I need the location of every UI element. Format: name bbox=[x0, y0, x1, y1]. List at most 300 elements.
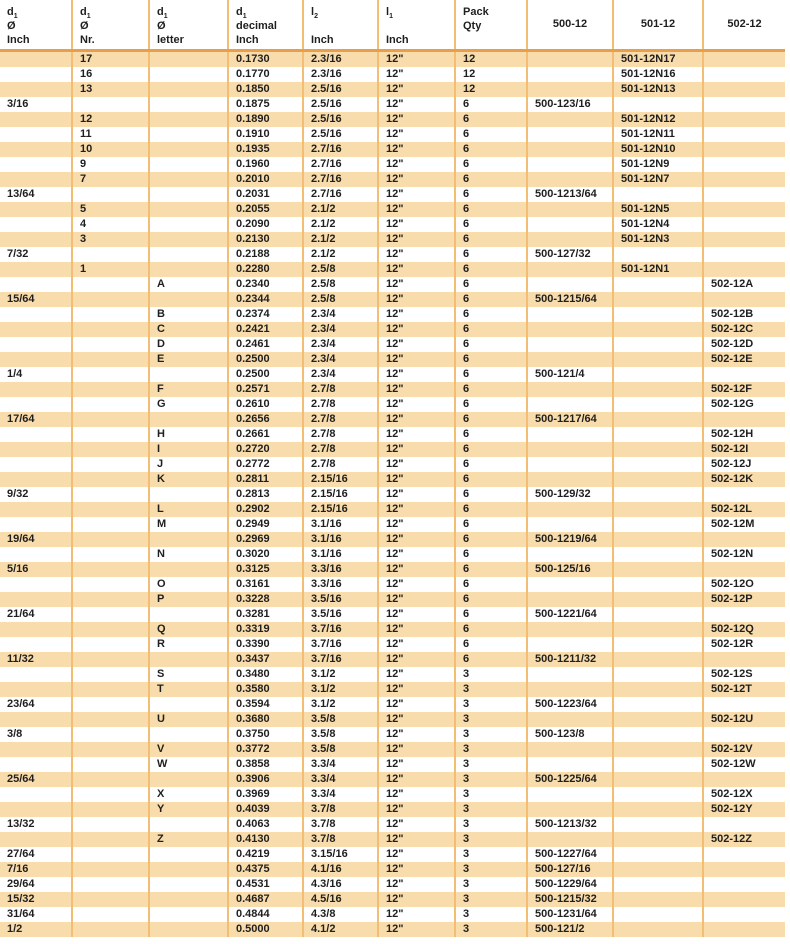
cell-d1-inch bbox=[0, 277, 72, 292]
cell-pack-qty: 3 bbox=[455, 847, 527, 862]
cell-d1-inch: 31/64 bbox=[7, 907, 35, 920]
cell-d1-inch bbox=[0, 127, 72, 142]
cell-l1-inch: 12" bbox=[378, 202, 455, 217]
cell-d1-inch: 15/64 bbox=[7, 292, 35, 305]
cell-pack-qty: 6 bbox=[455, 517, 527, 532]
cell-l2-inch: 3.7/16 bbox=[303, 637, 378, 652]
cell-l2-inch: 3.7/16 bbox=[303, 652, 378, 667]
cell-502-12: 502-12N bbox=[703, 547, 785, 562]
cell-502-12 bbox=[703, 67, 785, 82]
cell-pack-qty: 6 bbox=[455, 307, 527, 322]
cell-l2-inch: 2.5/16 bbox=[303, 97, 378, 112]
cell-501-12: 501-12N11 bbox=[613, 127, 703, 142]
cell-d1-letter: C bbox=[149, 322, 228, 337]
cell-d1-nr: 10 bbox=[72, 142, 149, 157]
cell-pack-qty: 3 bbox=[455, 712, 527, 727]
cell-d1-nr bbox=[72, 247, 149, 262]
cell-502-12 bbox=[703, 412, 785, 427]
cell-d1-nr bbox=[72, 667, 149, 682]
cell-d1-decimal-inch: 0.1960 bbox=[228, 157, 303, 172]
table-row bbox=[0, 202, 785, 217]
table-header bbox=[0, 0, 785, 50]
cell-d1-letter bbox=[149, 112, 228, 127]
cell-d1-decimal-inch: 0.4130 bbox=[228, 832, 303, 847]
cell-pack-qty: 6 bbox=[455, 367, 527, 382]
cell-502-12 bbox=[703, 907, 785, 922]
cell-l1-inch: 12" bbox=[378, 772, 455, 787]
table-row bbox=[0, 232, 785, 247]
cell-l1-inch: 12" bbox=[378, 802, 455, 817]
cell-d1-decimal-inch: 0.2188 bbox=[228, 247, 303, 262]
cell-500-12 bbox=[527, 277, 613, 292]
column-header-l1-inch: $l_1$ Inch bbox=[378, 0, 455, 50]
cell-l2-inch: 3.3/4 bbox=[303, 772, 378, 787]
cell-d1-nr bbox=[72, 847, 149, 862]
cell-502-12 bbox=[703, 532, 785, 547]
cell-502-12: 502-12F bbox=[703, 382, 785, 397]
cell-502-12: 502-12D bbox=[703, 337, 785, 352]
table-row bbox=[0, 517, 785, 532]
cell-l1-inch: 12" bbox=[378, 367, 455, 382]
cell-d1-decimal-inch: 0.2090 bbox=[228, 217, 303, 232]
cell-pack-qty: 6 bbox=[455, 202, 527, 217]
cell-l1-inch: 12" bbox=[378, 397, 455, 412]
cell-d1-nr bbox=[72, 292, 149, 307]
table-row bbox=[0, 67, 785, 82]
cell-d1-decimal-inch: 0.3390 bbox=[228, 637, 303, 652]
cell-pack-qty: 6 bbox=[455, 412, 527, 427]
cell-502-12: 502-12P bbox=[703, 592, 785, 607]
cell-l1-inch: 12" bbox=[378, 142, 455, 157]
table-row bbox=[0, 247, 785, 262]
cell-d1-decimal-inch: 0.3125 bbox=[228, 562, 303, 577]
cell-l1-inch: 12" bbox=[378, 697, 455, 712]
cell-l2-inch: 3.3/16 bbox=[303, 562, 378, 577]
table-row bbox=[0, 907, 785, 922]
cell-l1-inch: 12" bbox=[378, 817, 455, 832]
table-row bbox=[0, 622, 785, 637]
cell-d1-inch bbox=[0, 382, 72, 397]
cell-l2-inch: 2.7/16 bbox=[303, 187, 378, 202]
column-header-pack-qty: Pack Qty bbox=[455, 0, 527, 50]
cell-l2-inch: 3.1/16 bbox=[303, 547, 378, 562]
cell-l2-inch: 2.15/16 bbox=[303, 502, 378, 517]
cell-d1-inch bbox=[0, 172, 72, 187]
cell-d1-decimal-inch: 0.4039 bbox=[228, 802, 303, 817]
cell-l2-inch: 2.7/8 bbox=[303, 382, 378, 397]
cell-d1-inch: 13/64 bbox=[7, 187, 35, 200]
cell-d1-decimal-inch: 0.3858 bbox=[228, 757, 303, 772]
cell-d1-inch bbox=[0, 577, 72, 592]
cell-501-12 bbox=[613, 727, 703, 742]
cell-501-12 bbox=[613, 922, 703, 937]
cell-l1-inch: 12" bbox=[378, 322, 455, 337]
cell-d1-letter bbox=[149, 172, 228, 187]
cell-d1-inch bbox=[0, 667, 72, 682]
cell-d1-nr bbox=[72, 832, 149, 847]
cell-d1-letter bbox=[149, 817, 228, 832]
cell-l1-inch: 12" bbox=[378, 622, 455, 637]
cell-501-12: 501-12N13 bbox=[613, 82, 703, 97]
cell-d1-inch: 5/16 bbox=[7, 562, 29, 575]
cell-d1-inch: 29/64 bbox=[7, 877, 35, 890]
cell-502-12 bbox=[703, 922, 785, 937]
cell-l1-inch: 12" bbox=[378, 487, 455, 502]
cell-l2-inch: 2.7/8 bbox=[303, 412, 378, 427]
cell-d1-letter bbox=[149, 562, 228, 577]
cell-d1-decimal-inch: 0.4219 bbox=[228, 847, 303, 862]
cell-502-12 bbox=[703, 727, 785, 742]
cell-d1-inch bbox=[0, 712, 72, 727]
cell-d1-decimal-inch: 0.2813 bbox=[228, 487, 303, 502]
cell-d1-letter: U bbox=[149, 712, 228, 727]
cell-pack-qty: 3 bbox=[455, 787, 527, 802]
cell-502-12 bbox=[703, 847, 785, 862]
cell-500-12: 500-1211/32 bbox=[527, 652, 613, 667]
cell-l2-inch: 2.5/16 bbox=[303, 127, 378, 142]
cell-d1-nr bbox=[72, 532, 149, 547]
cell-501-12 bbox=[613, 772, 703, 787]
cell-d1-decimal-inch: 0.2969 bbox=[228, 532, 303, 547]
table-row bbox=[0, 157, 785, 172]
cell-502-12: 502-12X bbox=[703, 787, 785, 802]
cell-l2-inch: 2.7/16 bbox=[303, 157, 378, 172]
cell-501-12: 501-12N17 bbox=[613, 50, 703, 67]
cell-501-12 bbox=[613, 367, 703, 382]
cell-pack-qty: 6 bbox=[455, 652, 527, 667]
cell-l1-inch: 12" bbox=[378, 517, 455, 532]
cell-d1-inch bbox=[0, 622, 72, 637]
cell-l1-inch: 12" bbox=[378, 187, 455, 202]
cell-d1-nr bbox=[72, 877, 149, 892]
table-row bbox=[0, 832, 785, 847]
table-row bbox=[0, 112, 785, 127]
cell-500-12 bbox=[527, 577, 613, 592]
cell-l2-inch: 4.1/2 bbox=[303, 922, 378, 937]
cell-501-12 bbox=[613, 757, 703, 772]
cell-d1-inch bbox=[0, 682, 72, 697]
cell-d1-nr: 7 bbox=[72, 172, 149, 187]
cell-d1-inch bbox=[0, 217, 72, 232]
cell-d1-inch: 9/32 bbox=[7, 487, 29, 500]
cell-d1-inch: 19/64 bbox=[7, 532, 35, 545]
column-header-l2-inch: $l_2$ Inch bbox=[303, 0, 378, 50]
cell-502-12: 502-12Z bbox=[703, 832, 785, 847]
cell-d1-nr bbox=[72, 682, 149, 697]
cell-d1-letter: M bbox=[149, 517, 228, 532]
cell-d1-letter bbox=[149, 82, 228, 97]
cell-pack-qty: 6 bbox=[455, 472, 527, 487]
cell-502-12 bbox=[703, 862, 785, 877]
cell-500-12 bbox=[527, 142, 613, 157]
cell-pack-qty: 3 bbox=[455, 682, 527, 697]
cell-l1-inch: 12" bbox=[378, 592, 455, 607]
cell-d1-letter bbox=[149, 907, 228, 922]
cell-502-12: 502-12W bbox=[703, 757, 785, 772]
cell-l2-inch: 2.7/8 bbox=[303, 442, 378, 457]
cell-l1-inch: 12" bbox=[378, 412, 455, 427]
cell-501-12 bbox=[613, 832, 703, 847]
table-row bbox=[0, 427, 785, 442]
cell-d1-letter bbox=[149, 247, 228, 262]
cell-pack-qty: 6 bbox=[455, 142, 527, 157]
cell-d1-decimal-inch: 0.2811 bbox=[228, 472, 303, 487]
cell-d1-letter: B bbox=[149, 307, 228, 322]
table-row bbox=[0, 172, 785, 187]
cell-d1-inch bbox=[0, 832, 72, 847]
cell-l2-inch: 2.5/16 bbox=[303, 82, 378, 97]
cell-d1-nr bbox=[72, 862, 149, 877]
table-row bbox=[0, 787, 785, 802]
cell-d1-nr bbox=[72, 607, 149, 622]
cell-pack-qty: 3 bbox=[455, 772, 527, 787]
cell-d1-nr: 16 bbox=[72, 67, 149, 82]
cell-d1-letter bbox=[149, 97, 228, 112]
cell-l1-inch: 12" bbox=[378, 637, 455, 652]
cell-502-12 bbox=[703, 97, 785, 112]
cell-pack-qty: 3 bbox=[455, 892, 527, 907]
cell-d1-inch bbox=[0, 787, 72, 802]
cell-pack-qty: 6 bbox=[455, 157, 527, 172]
cell-d1-letter: F bbox=[149, 382, 228, 397]
cell-d1-nr bbox=[72, 817, 149, 832]
cell-501-12 bbox=[613, 187, 703, 202]
cell-d1-letter: V bbox=[149, 742, 228, 757]
cell-d1-letter: E bbox=[149, 352, 228, 367]
cell-d1-letter bbox=[149, 697, 228, 712]
cell-d1-nr bbox=[72, 487, 149, 502]
cell-l2-inch: 2.7/16 bbox=[303, 172, 378, 187]
cell-500-12 bbox=[527, 682, 613, 697]
cell-501-12 bbox=[613, 667, 703, 682]
cell-500-12: 500-1231/64 bbox=[527, 907, 613, 922]
cell-501-12: 501-12N7 bbox=[613, 172, 703, 187]
cell-502-12: 502-12E bbox=[703, 352, 785, 367]
cell-d1-inch: 25/64 bbox=[7, 772, 35, 785]
column-header-d1-nr: $d_1$ Ø Nr. bbox=[72, 0, 149, 50]
cell-l1-inch: 12" bbox=[378, 682, 455, 697]
cell-d1-nr bbox=[72, 307, 149, 322]
cell-d1-decimal-inch: 0.3772 bbox=[228, 742, 303, 757]
cell-pack-qty: 3 bbox=[455, 742, 527, 757]
cell-d1-inch bbox=[0, 337, 72, 352]
table-row bbox=[0, 742, 785, 757]
cell-d1-inch bbox=[0, 50, 72, 67]
table-row bbox=[0, 457, 785, 472]
cell-d1-inch: 7/16 bbox=[7, 862, 29, 875]
cell-502-12 bbox=[703, 817, 785, 832]
cell-d1-letter: Q bbox=[149, 622, 228, 637]
cell-502-12 bbox=[703, 697, 785, 712]
table-row bbox=[0, 82, 785, 97]
cell-d1-decimal-inch: 0.2010 bbox=[228, 172, 303, 187]
cell-l1-inch: 12" bbox=[378, 907, 455, 922]
cell-500-12 bbox=[527, 172, 613, 187]
cell-d1-decimal-inch: 0.4375 bbox=[228, 862, 303, 877]
cell-l1-inch: 12" bbox=[378, 157, 455, 172]
table-row bbox=[0, 97, 785, 112]
cell-500-12 bbox=[527, 667, 613, 682]
column-header-502-12: 502-12 bbox=[703, 0, 785, 50]
cell-d1-inch: 27/64 bbox=[7, 847, 35, 860]
cell-pack-qty: 6 bbox=[455, 187, 527, 202]
cell-d1-letter bbox=[149, 532, 228, 547]
cell-d1-inch: 11/32 bbox=[7, 652, 34, 665]
cell-500-12: 500-1225/64 bbox=[527, 772, 613, 787]
cell-d1-decimal-inch: 0.1935 bbox=[228, 142, 303, 157]
cell-501-12: 501-12N5 bbox=[613, 202, 703, 217]
cell-pack-qty: 3 bbox=[455, 697, 527, 712]
cell-500-12 bbox=[527, 757, 613, 772]
cell-pack-qty: 6 bbox=[455, 622, 527, 637]
cell-502-12 bbox=[703, 292, 785, 307]
cell-pack-qty: 3 bbox=[455, 832, 527, 847]
cell-d1-letter bbox=[149, 652, 228, 667]
cell-501-12: 501-12N3 bbox=[613, 232, 703, 247]
cell-d1-inch bbox=[0, 67, 72, 82]
cell-d1-nr bbox=[72, 892, 149, 907]
cell-501-12 bbox=[613, 532, 703, 547]
cell-500-12 bbox=[527, 427, 613, 442]
cell-501-12 bbox=[613, 817, 703, 832]
cell-501-12 bbox=[613, 277, 703, 292]
cell-l1-inch: 12" bbox=[378, 427, 455, 442]
cell-501-12 bbox=[613, 787, 703, 802]
cell-502-12 bbox=[703, 877, 785, 892]
cell-d1-letter bbox=[149, 412, 228, 427]
cell-d1-decimal-inch: 0.3969 bbox=[228, 787, 303, 802]
cell-d1-letter bbox=[149, 142, 228, 157]
cell-d1-inch bbox=[0, 397, 72, 412]
cell-d1-letter bbox=[149, 127, 228, 142]
cell-l1-inch: 12" bbox=[378, 502, 455, 517]
cell-pack-qty: 6 bbox=[455, 322, 527, 337]
cell-500-12: 500-123/8 bbox=[527, 727, 613, 742]
cell-l1-inch: 12" bbox=[378, 862, 455, 877]
cell-d1-decimal-inch: 0.2656 bbox=[228, 412, 303, 427]
cell-d1-inch bbox=[0, 262, 72, 277]
cell-l2-inch: 2.1/2 bbox=[303, 217, 378, 232]
cell-500-12: 500-1219/64 bbox=[527, 532, 613, 547]
cell-502-12: 502-12H bbox=[703, 427, 785, 442]
cell-l2-inch: 2.15/16 bbox=[303, 472, 378, 487]
cell-d1-decimal-inch: 0.3906 bbox=[228, 772, 303, 787]
cell-l2-inch: 3.5/16 bbox=[303, 592, 378, 607]
cell-d1-nr bbox=[72, 412, 149, 427]
cell-500-12 bbox=[527, 712, 613, 727]
cell-l1-inch: 12" bbox=[378, 50, 455, 67]
cell-pack-qty: 3 bbox=[455, 877, 527, 892]
table-row bbox=[0, 532, 785, 547]
cell-d1-inch bbox=[0, 442, 72, 457]
column-header-d1-decimal-inch: $d_1$ decimal Inch bbox=[228, 0, 303, 50]
cell-d1-nr bbox=[72, 457, 149, 472]
cell-d1-inch bbox=[0, 472, 72, 487]
cell-d1-nr bbox=[72, 397, 149, 412]
cell-d1-letter: N bbox=[149, 547, 228, 562]
cell-d1-letter bbox=[149, 727, 228, 742]
cell-502-12 bbox=[703, 187, 785, 202]
cell-d1-decimal-inch: 0.2500 bbox=[228, 367, 303, 382]
cell-501-12 bbox=[613, 577, 703, 592]
table-row bbox=[0, 217, 785, 232]
cell-l1-inch: 12" bbox=[378, 352, 455, 367]
cell-501-12 bbox=[613, 742, 703, 757]
cell-500-12 bbox=[527, 592, 613, 607]
cell-d1-inch bbox=[0, 232, 72, 247]
cell-501-12 bbox=[613, 862, 703, 877]
table-row bbox=[0, 187, 785, 202]
cell-501-12 bbox=[613, 97, 703, 112]
cell-l2-inch: 2.15/16 bbox=[303, 487, 378, 502]
table-row bbox=[0, 862, 785, 877]
cell-500-12 bbox=[527, 637, 613, 652]
cell-d1-nr bbox=[72, 757, 149, 772]
cell-pack-qty: 6 bbox=[455, 637, 527, 652]
cell-pack-qty: 3 bbox=[455, 817, 527, 832]
cell-d1-inch bbox=[0, 142, 72, 157]
cell-500-12 bbox=[527, 262, 613, 277]
cell-l1-inch: 12" bbox=[378, 262, 455, 277]
column-header-d1-inch: $d_1$ Ø Inch bbox=[0, 0, 72, 50]
column-header-d1-letter: $d_1$ Ø letter bbox=[149, 0, 228, 50]
cell-501-12 bbox=[613, 427, 703, 442]
cell-d1-letter bbox=[149, 157, 228, 172]
cell-502-12: 502-12M bbox=[703, 517, 785, 532]
table-row bbox=[0, 637, 785, 652]
cell-d1-nr bbox=[72, 772, 149, 787]
cell-501-12 bbox=[613, 397, 703, 412]
cell-502-12: 502-12U bbox=[703, 712, 785, 727]
cell-d1-letter bbox=[149, 877, 228, 892]
cell-d1-letter: K bbox=[149, 472, 228, 487]
cell-l2-inch: 2.7/8 bbox=[303, 397, 378, 412]
table-row bbox=[0, 652, 785, 667]
table-row bbox=[0, 757, 785, 772]
cell-502-12: 502-12K bbox=[703, 472, 785, 487]
cell-d1-nr bbox=[72, 622, 149, 637]
cell-d1-decimal-inch: 0.1890 bbox=[228, 112, 303, 127]
cell-pack-qty: 6 bbox=[455, 217, 527, 232]
cell-d1-inch bbox=[0, 517, 72, 532]
cell-d1-decimal-inch: 0.3480 bbox=[228, 667, 303, 682]
cell-502-12 bbox=[703, 202, 785, 217]
table-row bbox=[0, 367, 785, 382]
cell-l2-inch: 3.1/2 bbox=[303, 697, 378, 712]
cell-500-12 bbox=[527, 547, 613, 562]
table-row bbox=[0, 307, 785, 322]
table-row bbox=[0, 442, 785, 457]
cell-pack-qty: 6 bbox=[455, 262, 527, 277]
cell-d1-decimal-inch: 0.2374 bbox=[228, 307, 303, 322]
cell-500-12 bbox=[527, 112, 613, 127]
cell-pack-qty: 6 bbox=[455, 247, 527, 262]
cell-l1-inch: 12" bbox=[378, 847, 455, 862]
cell-l2-inch: 3.5/8 bbox=[303, 727, 378, 742]
cell-d1-decimal-inch: 0.3319 bbox=[228, 622, 303, 637]
cell-l1-inch: 12" bbox=[378, 82, 455, 97]
column-header-501-12: 501-12 bbox=[613, 0, 703, 50]
cell-d1-inch: 3/8 bbox=[7, 727, 23, 740]
cell-d1-nr bbox=[72, 802, 149, 817]
cell-d1-decimal-inch: 0.1770 bbox=[228, 67, 303, 82]
cell-d1-nr bbox=[72, 367, 149, 382]
cell-d1-inch bbox=[0, 502, 72, 517]
cell-d1-decimal-inch: 0.4844 bbox=[228, 907, 303, 922]
cell-d1-decimal-inch: 0.3750 bbox=[228, 727, 303, 742]
cell-501-12: 501-12N16 bbox=[613, 67, 703, 82]
cell-pack-qty: 6 bbox=[455, 112, 527, 127]
